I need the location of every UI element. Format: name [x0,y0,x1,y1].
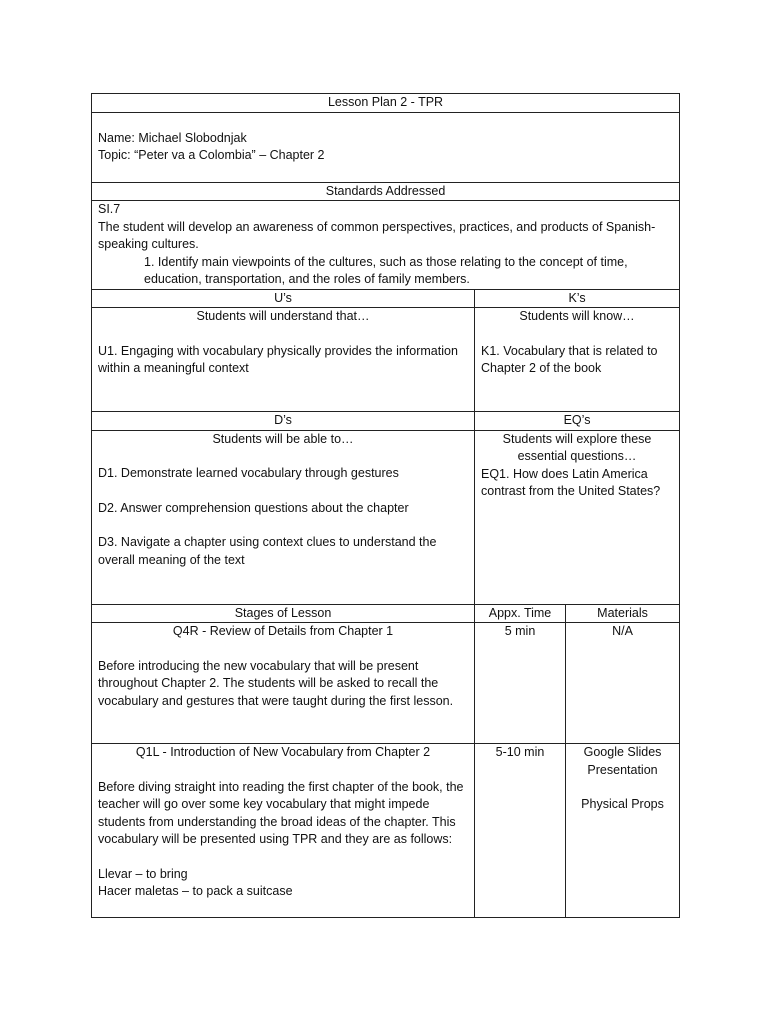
stage-description: Before diving straight into reading the first chapter of the book, the teacher will go over some key vocabulary that might impede students from understanding the broad ideas of the chapter. This vocabulary will be presented using TPR and they are as follows: [98,779,464,846]
deq-row [92,430,680,604]
standard-code: SI.7 [98,202,121,216]
topic-line [98,147,673,165]
standard-statement: The student will develop an awareness of common perspectives, practices, and products of Spanish-speaking cultures. [98,219,656,251]
author-name: Michael Slobodnjak [138,130,247,145]
title-row [92,94,680,113]
stage-materials [566,623,680,744]
lesson-plan-document [91,93,679,918]
eq-heading: EQ’s [475,412,680,431]
eq-intro: Students will explore these essential questions… [502,431,652,463]
standards-cell [92,201,680,290]
col-stage-header: Stages of Lesson [92,604,475,623]
stage-time: 5-10 min [475,744,566,918]
topic-label: Topic: [98,148,131,162]
col-materials-header: Materials [566,604,680,623]
stage-time: 5 min [475,623,566,744]
header-row [92,112,680,182]
stage-row [92,744,680,918]
k1-text: K1. Vocabulary that is related to Chapter 2 of the book [481,343,658,375]
name-label: Name: [98,130,135,145]
header-cell [92,112,680,182]
col-time-header: Appx. Time [475,604,566,623]
u-cell [92,308,475,412]
eq-cell [475,430,680,604]
d-cell [92,430,475,604]
material-item: Physical Props [581,797,664,811]
stage-title: Q4R - Review of Details from Chapter 1 [172,624,394,638]
uk-heading-row [92,289,680,308]
eq1-text: EQ1. How does Latin America contrast from the United States? [481,466,661,498]
material-item: N/A [612,624,633,638]
stage-title: Q1L - Introduction of New Vocabulary from Chapter 2 [135,745,431,759]
stages-header-row [92,604,680,623]
d-intro: Students will be able to… [212,431,354,446]
deq-heading-row [92,412,680,431]
k-cell [475,308,680,412]
vocab-item: Llevar – to bring [98,866,188,881]
d1-text: D1. Demonstrate learned vocabulary through gestures [98,466,399,480]
u-intro: Students will understand that… [196,309,370,323]
stage-cell [92,744,475,918]
standards-heading: Standards Addressed [92,182,680,201]
topic-value: “Peter va a Colombia” – Chapter 2 [134,148,325,162]
k-intro: Students will know… [519,309,635,323]
d-heading: D’s [92,412,475,431]
standards-row [92,201,680,290]
material-item: Google Slides Presentation [583,745,662,777]
d3-text: D3. Navigate a chapter using context clues to understand the overall meaning of the text [98,535,437,567]
standard-item: 1. Identify main viewpoints of the cultures, such as those relating to the concept of time, education, transportation, and the roles of family members. [144,254,628,286]
name-line [98,130,673,148]
d2-text: D2. Answer comprehension questions about the chapter [98,500,409,515]
stage-cell [92,623,475,744]
vocab-item: Hacer maletas – to pack a suitcase [98,884,293,898]
uk-row [92,308,680,412]
standards-heading-row [92,182,680,201]
u1-text: U1. Engaging with vocabulary physically provides the information within a meaningful context [98,343,458,375]
stage-materials [566,744,680,918]
stage-description: Before introducing the new vocabulary that will be present throughout Chapter 2. The students will be asked to recall the vocabulary and gestures that were taught during the first lesson. [98,658,454,708]
stage-row [92,623,680,744]
document-title: Lesson Plan 2 - TPR [92,94,680,113]
u-heading: U’s [92,289,475,308]
k-heading: K’s [475,289,680,308]
lesson-plan-table [91,93,680,918]
